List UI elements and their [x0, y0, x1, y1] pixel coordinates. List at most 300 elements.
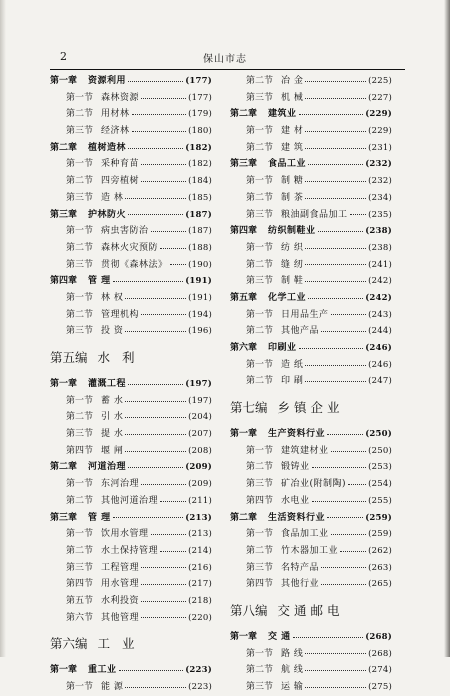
section-title: 其他行业: [281, 579, 320, 590]
section-title: 用材林: [101, 109, 130, 120]
toc-section-entry[interactable]: [50, 476, 212, 493]
chapter-title: 管 理: [88, 512, 111, 523]
page-ref: (241): [368, 259, 392, 270]
section-number: 第三节: [246, 276, 274, 287]
page-ref: (262): [368, 545, 392, 556]
toc-section-entry[interactable]: [50, 426, 212, 443]
toc-section-entry[interactable]: [230, 443, 392, 460]
toc-section-entry[interactable]: [50, 543, 212, 560]
toc-section-entry[interactable]: [230, 323, 392, 340]
toc-section-entry[interactable]: [230, 646, 392, 663]
chapter-number: 第一章: [50, 665, 78, 676]
toc-section-entry[interactable]: [230, 307, 392, 324]
dot-leader: [151, 534, 187, 535]
chapter-title: 管 理: [88, 276, 111, 287]
dot-leader: [141, 314, 186, 315]
section-number: 第二节: [246, 665, 274, 676]
section-title: 食品加工业: [281, 529, 329, 540]
page-ref: (180): [188, 126, 212, 137]
section-number: 第二节: [246, 326, 274, 337]
page-ref: (217): [188, 579, 212, 590]
section-title: 运 输: [281, 682, 304, 692]
dot-leader: [312, 501, 367, 502]
toc-section-entry[interactable]: [230, 207, 392, 224]
section-title: 路 线: [281, 648, 304, 659]
section-title: 蓄 水: [101, 395, 124, 406]
toc-part-heading: [50, 340, 212, 376]
section-number: 第一节: [246, 529, 274, 540]
chapter-title: 生产资料行业: [268, 429, 326, 440]
toc-chapter-entry[interactable]: [50, 273, 212, 290]
section-title: 饮用水管理: [101, 529, 149, 540]
part-number: 第五编: [50, 350, 88, 365]
section-title: 水土保持管理: [101, 545, 159, 556]
section-title: 印 刷: [281, 376, 304, 387]
toc-section-entry[interactable]: [50, 307, 212, 324]
section-number: 第二节: [66, 109, 94, 120]
toc-section-entry[interactable]: [230, 576, 392, 593]
page-ref: (187): [188, 226, 212, 237]
chapter-title: 建筑业: [268, 109, 297, 120]
toc-section-entry[interactable]: [50, 576, 212, 593]
section-number: 第三节: [246, 479, 274, 490]
section-number: 第二节: [66, 309, 94, 320]
page-ref: (234): [368, 192, 392, 203]
chapter-title: 灌溉工程: [88, 379, 127, 389]
dot-leader: [160, 248, 186, 249]
dot-leader: [141, 164, 186, 165]
chapter-title: 河道治理: [88, 462, 127, 473]
dot-leader: [170, 264, 187, 265]
toc-chapter-entry[interactable]: [230, 340, 392, 357]
page-ref: (191): [185, 276, 212, 287]
page-ref: (238): [365, 226, 392, 237]
chapter-title: 化学工业: [268, 292, 307, 303]
dot-leader: [299, 114, 364, 115]
section-title: 粮油副食品加工: [281, 209, 348, 220]
section-title: 建 材: [281, 126, 304, 137]
chapter-title: 资源利用: [88, 76, 127, 86]
page-ref: (223): [185, 665, 212, 676]
section-title: 造 林: [101, 192, 124, 203]
dot-leader: [293, 637, 364, 638]
page-ref: (220): [188, 612, 212, 623]
toc-section-entry[interactable]: [50, 323, 212, 340]
page-ref: (275): [368, 682, 392, 692]
toc-chapter-entry[interactable]: [50, 510, 212, 527]
chapter-title: 交 通: [268, 631, 291, 642]
section-number: 第三节: [66, 326, 94, 337]
toc-section-entry[interactable]: [230, 240, 392, 257]
section-number: 第三节: [66, 192, 94, 203]
page-ref: (227): [368, 92, 392, 103]
dot-leader: [125, 298, 186, 299]
dot-leader: [348, 484, 366, 485]
toc-chapter-entry[interactable]: [230, 290, 392, 307]
toc-section-entry[interactable]: [50, 240, 212, 257]
toc-section-entry[interactable]: [50, 679, 212, 696]
dot-leader: [305, 81, 366, 82]
section-number: 第一节: [66, 159, 94, 170]
toc-section-entry[interactable]: [50, 493, 212, 510]
chapter-number: 第二章: [50, 462, 78, 473]
section-title: 航 线: [281, 665, 304, 676]
section-number: 第一节: [246, 176, 274, 187]
part-number: 第七编: [230, 400, 268, 416]
dot-leader: [305, 381, 366, 382]
page-ref: (177): [188, 92, 212, 103]
running-title: 保山市志: [203, 54, 247, 65]
dot-leader: [128, 214, 183, 215]
toc-section-entry[interactable]: [230, 476, 392, 493]
toc-section-entry[interactable]: [50, 173, 212, 190]
page-ref: (209): [185, 462, 212, 473]
chapter-title: 纺织制鞋业: [268, 226, 316, 237]
page-ref: (177): [185, 76, 212, 86]
section-number: 第一节: [66, 682, 94, 692]
section-title: 林 权: [101, 292, 124, 303]
page-ref: (246): [368, 359, 392, 370]
dot-leader: [305, 653, 366, 654]
section-number: 第四节: [246, 579, 274, 590]
section-number: 第一节: [66, 92, 94, 103]
toc-section-entry[interactable]: [230, 493, 392, 510]
page-ref: (259): [365, 512, 392, 523]
page-ref: (225): [368, 76, 392, 86]
dot-leader: [299, 348, 364, 349]
toc-section-entry[interactable]: [50, 223, 212, 240]
section-title: 采种育苗: [101, 159, 140, 170]
toc-section-entry[interactable]: [230, 459, 392, 476]
page-ref: (207): [188, 429, 212, 440]
section-number: 第一节: [66, 226, 94, 237]
section-title: 管理机构: [101, 309, 140, 320]
dot-leader: [128, 467, 183, 468]
toc-chapter-entry[interactable]: [230, 156, 392, 173]
dot-leader: [141, 484, 186, 485]
section-number: 第二节: [66, 545, 94, 556]
part-title: 交通邮电: [277, 602, 344, 618]
page-ref: (223): [188, 682, 212, 692]
page-ref: (232): [368, 176, 392, 187]
section-number: 第一节: [246, 309, 274, 320]
toc-section-entry[interactable]: [230, 662, 392, 679]
chapter-number: 第一章: [230, 631, 258, 642]
dot-leader: [128, 384, 183, 385]
dot-leader: [128, 81, 183, 82]
section-number: 第三节: [246, 92, 274, 103]
toc-part-heading: [230, 390, 392, 426]
section-number: 第三节: [66, 429, 94, 440]
page-ref: (229): [368, 126, 392, 137]
dot-leader: [113, 281, 184, 282]
section-number: 第四节: [66, 579, 94, 590]
dot-leader: [327, 517, 363, 518]
toc-chapter-entry[interactable]: [50, 207, 212, 224]
page-ref: (247): [368, 376, 392, 387]
section-number: 第二节: [246, 76, 274, 86]
page-ref: (259): [368, 529, 392, 540]
section-title: 矿冶业(附制陶): [281, 479, 347, 490]
toc-section-entry[interactable]: [50, 610, 212, 627]
toc-section-entry[interactable]: [50, 123, 212, 140]
page-ref: (268): [368, 648, 392, 659]
toc-section-entry[interactable]: [230, 560, 392, 577]
section-number: 第二节: [246, 192, 274, 203]
chapter-title: 植树造林: [88, 142, 127, 153]
dot-leader: [125, 687, 186, 688]
dot-leader: [305, 248, 366, 249]
section-number: 第二节: [246, 462, 274, 473]
chapter-number: 第四章: [50, 276, 78, 287]
toc-section-entry[interactable]: [230, 140, 392, 157]
page-ref: (214): [188, 545, 212, 556]
dot-leader: [305, 281, 366, 282]
page-ref: (265): [368, 579, 392, 590]
dot-leader: [327, 434, 363, 435]
toc-chapter-entry[interactable]: [230, 223, 392, 240]
section-title: 制 鞋: [281, 276, 304, 287]
dot-leader: [160, 501, 186, 502]
chapter-title: 护林防火: [88, 209, 127, 220]
section-title: 投 资: [101, 326, 124, 337]
chapter-title: 生活资料行业: [268, 512, 326, 523]
toc-section-entry[interactable]: [50, 593, 212, 610]
section-number: 第四节: [246, 495, 274, 506]
toc-section-entry[interactable]: [230, 90, 392, 107]
toc-left-column: [50, 73, 212, 696]
dot-leader: [305, 148, 366, 149]
chapter-number: 第五章: [230, 292, 258, 303]
dot-leader: [125, 417, 186, 418]
section-title: 堰 闸: [101, 445, 124, 456]
dot-leader: [305, 264, 366, 265]
section-title: 其他管理: [101, 612, 140, 623]
chapter-number: 第三章: [50, 209, 78, 220]
page-ref: (231): [368, 142, 392, 153]
dot-leader: [321, 331, 366, 332]
page-ref: (179): [188, 109, 212, 120]
dot-leader: [312, 467, 367, 468]
section-number: 第二节: [66, 176, 94, 187]
section-title: 东河治理: [101, 479, 140, 490]
section-number: 第五节: [66, 595, 94, 606]
dot-leader: [132, 114, 187, 115]
chapter-number: 第一章: [50, 379, 78, 389]
toc-section-entry[interactable]: [50, 290, 212, 307]
dot-leader: [125, 451, 186, 452]
chapter-number: 第三章: [230, 159, 258, 170]
toc-chapter-entry[interactable]: [230, 426, 392, 443]
page-ref: (185): [188, 192, 212, 203]
dot-leader: [141, 98, 186, 99]
page-ref: (209): [188, 479, 212, 490]
page-ref: (268): [365, 631, 392, 642]
page-ref: (235): [368, 209, 392, 220]
dot-leader: [305, 365, 366, 366]
page-ref: (263): [368, 562, 392, 573]
toc-section-entry[interactable]: [230, 357, 392, 374]
section-number: 第一节: [246, 126, 274, 137]
page-ref: (250): [365, 429, 392, 440]
section-number: 第六节: [66, 612, 94, 623]
part-number: 第六编: [50, 636, 88, 652]
dot-leader: [305, 98, 366, 99]
chapter-title: 重工业: [88, 665, 117, 676]
page-edge-right: [444, 0, 450, 657]
dot-leader: [331, 314, 367, 315]
chapter-title: 印刷业: [268, 343, 297, 353]
page-ref: (184): [188, 176, 212, 187]
chapter-number: 第二章: [230, 109, 258, 120]
page-ref: (218): [188, 595, 212, 606]
dot-leader: [128, 148, 183, 149]
page-ref: (242): [365, 292, 392, 303]
section-number: 第三节: [246, 562, 274, 573]
section-number: 第二节: [66, 495, 94, 506]
section-number: 第三节: [246, 682, 274, 692]
dot-leader: [141, 601, 186, 602]
part-number: 第八编: [230, 602, 268, 618]
section-number: 第一节: [66, 395, 94, 406]
toc-section-entry[interactable]: [50, 190, 212, 207]
dot-leader: [331, 534, 367, 535]
section-number: 第三节: [66, 259, 94, 270]
section-number: 第一节: [66, 292, 94, 303]
dot-leader: [119, 670, 184, 671]
section-number: 第四节: [66, 445, 94, 456]
dot-leader: [350, 214, 367, 215]
toc-section-entry[interactable]: [50, 443, 212, 460]
dot-leader: [308, 298, 363, 299]
page-ref: (238): [368, 242, 392, 253]
toc-section-entry[interactable]: [50, 526, 212, 543]
dot-leader: [141, 181, 186, 182]
toc-section-entry[interactable]: [50, 257, 212, 274]
toc-section-entry[interactable]: [50, 393, 212, 410]
chapter-number: 第一章: [50, 76, 78, 86]
toc-section-entry[interactable]: [230, 679, 392, 696]
toc-chapter-entry[interactable]: [50, 459, 212, 476]
dot-leader: [318, 231, 364, 232]
chapter-number: 第二章: [50, 142, 78, 153]
section-number: 第三节: [246, 209, 274, 220]
section-number: 第三节: [66, 126, 94, 137]
section-title: 建筑建材业: [281, 445, 329, 456]
dot-leader: [141, 617, 186, 618]
toc-section-entry[interactable]: [50, 560, 212, 577]
dot-leader: [125, 198, 186, 199]
toc-section-entry[interactable]: [50, 106, 212, 123]
toc-section-entry[interactable]: [230, 526, 392, 543]
part-title: 工 业: [97, 636, 139, 652]
toc-section-entry[interactable]: [50, 409, 212, 426]
section-title: 提 水: [101, 429, 124, 440]
toc-section-entry[interactable]: [50, 90, 212, 107]
toc-section-entry[interactable]: [230, 273, 392, 290]
section-number: 第一节: [66, 529, 94, 540]
page-ref: (243): [368, 309, 392, 320]
chapter-title: 食品工业: [268, 159, 307, 170]
section-title: 制 糖: [281, 176, 304, 187]
toc-chapter-entry[interactable]: [50, 662, 212, 679]
chapter-number: 第一章: [230, 429, 258, 440]
toc-section-entry[interactable]: [230, 123, 392, 140]
page-ref: (254): [368, 479, 392, 490]
page-ref: (246): [365, 343, 392, 353]
page-ref: (197): [185, 379, 212, 389]
page-ref: (208): [188, 445, 212, 456]
dot-leader: [125, 331, 186, 332]
toc-section-entry[interactable]: [230, 257, 392, 274]
dot-leader: [125, 401, 186, 402]
toc-section-entry[interactable]: [230, 173, 392, 190]
page-ref: (253): [368, 462, 392, 473]
section-number: 第二节: [246, 142, 274, 153]
dot-leader: [308, 164, 363, 165]
part-title: 水 利: [97, 350, 139, 365]
toc-section-entry[interactable]: [230, 373, 392, 390]
section-title: 机 械: [281, 92, 304, 103]
page-ref: (242): [368, 276, 392, 287]
page-ref: (188): [188, 242, 212, 253]
section-number: 第二节: [246, 376, 274, 387]
toc-section-entry[interactable]: [230, 190, 392, 207]
section-title: 锻铸业: [281, 462, 310, 473]
dot-leader: [125, 434, 186, 435]
section-title: 引 水: [101, 412, 124, 423]
page-edge-left: [0, 0, 6, 657]
section-title: 四旁植树: [101, 176, 140, 187]
toc-section-entry[interactable]: [230, 73, 392, 90]
section-number: 第一节: [246, 445, 274, 456]
section-title: 用水管理: [101, 579, 140, 590]
toc-part-heading: [230, 593, 392, 629]
page-ref: (211): [188, 495, 212, 506]
section-title: 其他产品: [281, 326, 320, 337]
toc-chapter-entry[interactable]: [50, 73, 212, 90]
section-title: 水电业: [281, 495, 310, 506]
page-ref: (187): [185, 209, 212, 220]
section-title: 造 纸: [281, 359, 304, 370]
toc-chapter-entry[interactable]: [50, 376, 212, 393]
dot-leader: [141, 584, 186, 585]
toc-chapter-entry[interactable]: [230, 629, 392, 646]
section-title: 缝 纫: [281, 259, 304, 270]
dot-leader: [160, 551, 186, 552]
page-ref: (244): [368, 326, 392, 337]
toc-section-entry[interactable]: [230, 543, 392, 560]
page-ref: (274): [368, 665, 392, 676]
page-ref: (213): [185, 512, 212, 523]
section-title: 病虫害防治: [101, 226, 149, 237]
toc-chapter-entry[interactable]: [230, 510, 392, 527]
chapter-number: 第二章: [230, 512, 258, 523]
toc-chapter-entry[interactable]: [230, 106, 392, 123]
page-ref: (194): [188, 309, 212, 320]
toc-section-entry[interactable]: [50, 156, 212, 173]
page-ref: (196): [188, 326, 212, 337]
section-title: 贯彻《森林法》: [101, 259, 168, 270]
page-ref: (250): [368, 445, 392, 456]
page-ref: (204): [188, 412, 212, 423]
page-ref: (182): [188, 159, 212, 170]
toc-chapter-entry[interactable]: [50, 140, 212, 157]
page-ref: (213): [188, 529, 212, 540]
page-ref: (232): [365, 159, 392, 170]
header-rule: [50, 69, 405, 70]
dot-leader: [305, 131, 366, 132]
